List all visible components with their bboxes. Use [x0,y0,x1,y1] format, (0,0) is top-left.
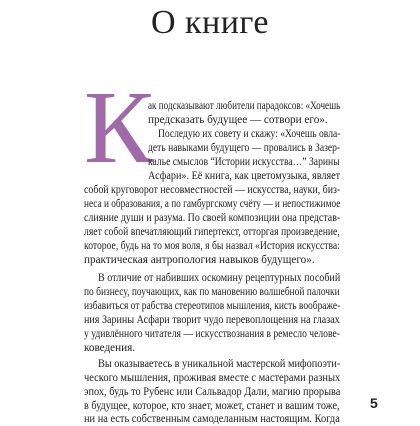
paragraph-1-line-7: собой круговорот несовместностей — искусства, науки, биз- [84,184,341,196]
paragraph-1-line-4: деть навыками будущего — провались в Зазер- [148,142,341,154]
page-number: 5 [370,395,378,411]
paragraph-2-line-3: избавиться от рабства стереотипов мышления, кисть воображе- [84,300,341,312]
paragraph-3-line-5: ни на есть собственным самоделанным настоящим. Когда [84,413,340,425]
paragraph-2-line-1: В отличие от набивших оскомину рецептурных пособий [98,272,341,284]
paragraph-1-line-11: которое, будь на то моя воля, я бы назвал «История искусства: [84,240,340,252]
paragraph-2-line-2: по бизнесу, поучающих, как по мановению волшебной палочки [84,286,340,298]
paragraph-3-line-2: ческого мышления, проживая вместе с мастерами разных [84,372,341,384]
paragraph-3-line-4: в будущее, которое, кто знает, может, станет и вашим тоже, [84,400,340,412]
paragraph-1-line-9: слияние души и разума. По своей композиции она представ- [84,212,341,224]
paragraph-2-line-5: у удивлённого читателя — искусствознания в ремесло челове- [84,328,340,340]
paragraph-1-line-6: Асфари». Её книга, как цветомузыка, являет [148,170,341,182]
paragraph-3-line-3: эпох, будь то Рубенс или Сальвадор Дали, магию прорыва [84,386,341,398]
paragraph-1-line-12: практическая антропология навыков будущего». [84,254,315,266]
paragraph-1-line-2: предсказать будущее — сотвори его». [148,114,328,126]
drop-cap: К [84,70,154,185]
paragraph-2-line-4: ния Зарины Асфари творит чудо перевоплощения на глазах [84,314,340,326]
paragraph-1-line-1: ак подсказывают любители парадоксов: «Хочешь [148,100,341,112]
paragraph-1-line-8: неса и образования, а по гамбургскому счёту — и непостижимое [84,198,341,210]
paragraph-2-line-6: коведения. [84,342,136,354]
paragraph-3-line-1: Вы оказываетесь в уникальной мастерской мифопоэти- [98,358,341,370]
paragraph-1-line-10: ляет собой впечатляющий гипертекст, отторгая произведение, [84,226,340,238]
paragraph-1-line-3: Последую их совету и скажу: «Хочешь овла- [158,128,341,140]
paragraph-1-line-5: калье смыслов “Истории искусства…” Зарины [148,156,340,168]
page-title: О книге [150,4,270,41]
